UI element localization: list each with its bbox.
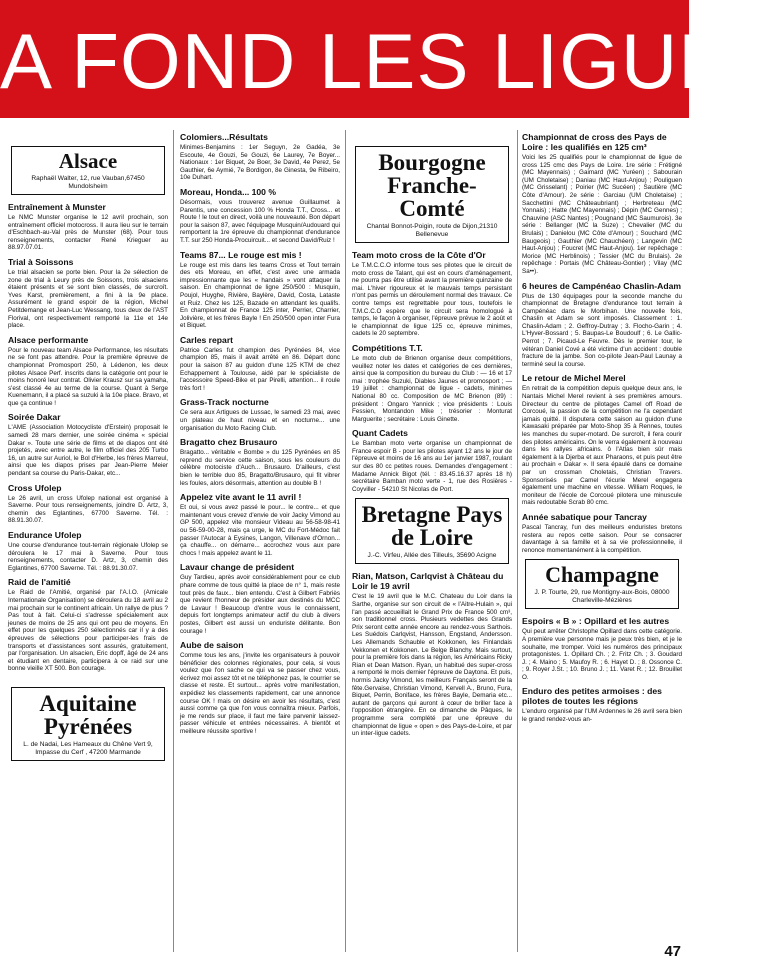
article-heading: Lavaur change de président (180, 562, 295, 573)
article-heading: Cross Ufolep (8, 482, 62, 493)
article-body: Ce sera aux Artigues de Lussac, le samedi 23 mai, avec un plateau de haut niveau et en nocturne... une organisation du Moto Racing Club. (180, 409, 340, 432)
article-body: En retrait de la compétition depuis quelque deux ans, le Nantais Michel Merel revient à ses premières amours. Directeur du centre de pilotages Camel off Road de Corcoué, la passion de la compétition ne l'a cependant jamais quitté. Il disputera cette saison au guidon d'une Kawasaki préparée par Moto-Shop 35 à Rennes, toutes les manches du super-motard. De surcroît, il fera courir des pilotes américains. On le verra également à nouveau dans les rallyes africains. ô l'Atlas bien sûr mais également à la Djerba et aux Pharaons, et puis peut être au prochain « Dakar ». Il sera épaulé dans ce domaine par un crossman Choletais, Christian Travers. Sponsorisés par Camel l'écurie Merel engagera également une machine en vitesse. William Roques, le moniteur de l'école de Corcoué pilotera une minuscule mais redoutable Scrab 80 cmc. (522, 385, 682, 507)
article (180, 640, 340, 736)
article-body: Le 26 avril, un cross Ufolep national est organisé à Saverne. Pour tous renseignements, joindre D. Artz, 3, chemin des Eglantines, 67700 Saverne. Tél. : 88.91.30.07. (8, 494, 168, 525)
article-heading: 6 heures de Campénéao Chaslin-Adam (522, 280, 682, 291)
article (180, 187, 340, 245)
article (522, 281, 682, 369)
article (180, 250, 340, 330)
article-heading: Rian, Matson, Carlqvist à Château du Loir le 19 avril (352, 571, 504, 592)
article-heading: Entraînement à Munster (8, 202, 106, 212)
article (352, 428, 512, 493)
article (8, 530, 168, 572)
article-heading: Bragatto chez Brusauro (180, 437, 278, 448)
article-heading: Teams 87... Le rouge est mis ! (180, 249, 302, 260)
article-body: Plus de 130 équipages pour la seconde manche du championnat de Bretagne d'endurance tout terrain à Campénéac dans le Morbihan. Une nouvelle fois, Chaslin et Adam se sont imposés. Classement : 1. Chaslin-Adam ; 2. Geffroy-Dutray ; 3. Flocho-Garin ; 4. L'Hyver-Bossard ; 5. Baupas-Le Boudoulf ; 6. Le Gallic-Perrot ; 7. Picaud-Le Feuvre. Dès le premier tour, le vétéran Daniel Cové a été victime d'un accident : double fracture de la jambe. Son co-pilote Jean-Paul Launay a terminé seul la course. (522, 292, 682, 368)
article (180, 132, 340, 182)
page-header (0, 0, 784, 118)
article-heading: Compétitions T.T. (352, 342, 423, 353)
article-body: Qui peut arrêter Christophe Opillard dans cette catégorie. A première vue personne mais je peux très bien, et je le souhaite, me tromper. Voici les numéros des principaux protagonistes. 1. Opillard Ch. ; 2. Fritz Ch. ; 3. Goudard J. ; 4. Maino ; 5. Maufoy R. ; 6. Hayet D. ; 8. Ossonce C. ; 9. Royer J.St. ; 10. Bruno J. ; 11. Varet R. ; 12. Brouillet O. (522, 628, 682, 681)
region-address: Chantal Bonnot-Poigin, route de Dijon,21310 Bellenevue (366, 223, 498, 238)
article-heading: Espoirs « B » : Opillard et les autres (522, 616, 670, 627)
article-heading: Quant Cadets (352, 428, 408, 439)
article-heading: Appelez vite avant le 11 avril ! (180, 492, 302, 503)
column-4 (522, 132, 682, 940)
article (352, 250, 512, 338)
region-address: Raphaël Walter, 12, rue Vauban,67450 Mundolsheim (31, 175, 145, 190)
article (522, 373, 682, 507)
article-body: Une course d'endurance tout-terrain régionale Ufolep se déroulera le 17 mai à Saverne. Pour tous renseignements, contacter D. Artz, 3, chemin des Eglantines, 67700 Saverne. Tél. : 88.91.30.07. (8, 542, 168, 572)
article (8, 202, 168, 252)
article (180, 437, 340, 487)
article-heading: Moreau, Honda... 100 % (180, 186, 276, 197)
article-heading: Team moto cross de la Côte d'Or (352, 250, 486, 260)
page-number: 47 (664, 943, 681, 960)
article-heading: Grass-Track nocturne (180, 397, 269, 408)
article-body: Le Raid de l'Amitié, organisé par l'A.I.O. (Amicale Internationale Organisation) se déroulera du 18 avril au 2 mai prochain sur le continent africain. Un rallye de plus ? Pas tout à fait. Celui-ci s'adresse spécialement aux jeunes de moins de 25 ans qui ont peu de moyens. En effet pour les quelques 250 sélectionnés car il y a des épreuves de sélections pour participer-les frais de transports et d'assistances sont assurés, gratuitement, par l'organisation. Un alsacien, Eric dopff, âgé de 24 ans et étudiant en dentaire, participera à ce raid sur une bonne vieille XT 500. Bon courage. (8, 589, 168, 673)
article-body: L'enduro organisé par l'UM Ardennes le 26 avril sera bien le grand rendez-vous an- (522, 708, 682, 724)
column-divider (173, 130, 174, 952)
region-box-bretagne (355, 498, 509, 564)
article-heading: Aube de saison (180, 640, 244, 651)
region-address: L. de Nadai, Les Hameaux du Chêne Vert 9, Impasse du Cerf , 47200 Marmande (23, 740, 153, 756)
article-body: Bragatto... véritable « Bombe » du 125 Pyrénées en 85 reprend du service cette saison, sous les couleurs du célèbre motociste d'Auch... Brusauro. D'ailleurs, c'est bien le terrible duo 85, Bragatto/Brusauro, qui fit vibrer les foules, alors désormais, attention au double B ! (180, 449, 340, 487)
region-title: Aquitaine Pyrénées (39, 690, 137, 739)
article-heading: Le retour de Michel Merel (522, 373, 626, 384)
article-body: Guy Tardieu, après avoir considérablement pour ce club phare comme de tous quitté la place de n° 1, mais reste tout près de faux... bien entendu. C'est à Gilbert Fabriès que revient l'honneur de présider aux destinés du MCC de Lavaur ! Beaucoup d'entre vous le connaissent, depuis fort longtemps animateur actif du club à divers postes, Gilbert est aussi un enduriste délitante. Bon courage ! (180, 574, 340, 635)
article (180, 335, 340, 393)
article (8, 257, 168, 330)
article-heading: Colomiers...Résultats (180, 132, 268, 142)
article (8, 335, 168, 408)
article-heading: Enduro des petites armoises : des pilotes de toutes les régions (522, 686, 662, 707)
region-box-bourgogne (355, 146, 509, 243)
article (352, 571, 512, 737)
article (522, 616, 682, 681)
article-body: Le trial alsacien se porte bien. Pour la 2e sélection de zone de trial à Leury près de Soissons, trois alsaciens étaient présents et se sont bien classés, de surcroît. Yves Karst, premièrement, a fini à la 9e place. Assurément le grand espoir de la région, Michel Petitdemange et Jean-Luc Wessang, tous deux de l'AST Florival, ont respectivement remporté la 11e et 14e place. (8, 268, 168, 330)
column-1 (8, 132, 168, 954)
article-body: Pour le nouveau team Alsace Performance, les résultats ne se font pas attendre. Pour la première épreuve de championnat Promosport 250, à Lédenon, les deux pilotes Alsace Perf. inscrits dans la catégorie ont pour le moins honoré leur contrat. Olivier Krausz sur sa yamaha, s'est classé 4e au terme de la course. Quant à Serge Kuenemann, il a placé sa suzuki à la 10e place. Bravo, et que ça continue ! (8, 346, 168, 407)
region-box-champagne (525, 559, 679, 609)
page-title: A FOND LES LIGUES (0, 17, 784, 105)
article (8, 412, 168, 477)
article-heading: Soirée Dakar (8, 412, 61, 423)
article-body: Désormais, vous trouverez avenue Guillaumet à Parentis, une concession 100 % Honda T.T., Cross... et Route ! le tout en direct, voilà une nouveauté. Bon départ pour la saison 87, avec l'équipage Musquin/Audouard qui remportent la 1re épreuve du championnat d'endurance T.T. sur 250 Honda-Procuircuit... et second David/Ruiz ! (180, 198, 340, 244)
article-body: Patrice Carles fut champion des Pyrénées 84, vice champion 85, mais il avait arrêté en 86. Départ donc pour la saison 87 au guidon d'une 125 KTM de chez Echappement à Toulouse, aidé par le spécialiste de l'accessoire Speed-Bike et par Pirelli, attention... il roule très fort ! (180, 346, 340, 392)
column-divider (517, 130, 518, 952)
article (522, 132, 682, 276)
article (8, 483, 168, 525)
region-title: Bretagne Pays de Loire (361, 502, 503, 551)
article-body: Le NMC Munster organise le 12 avril prochain, son entraînement officiel motocross. Il aura lieu sur le terrain d'Eschbach-au-Val près de Munster (68). Pour tous renseignements, contacter René Krieguer au 88.97.07.01. (8, 214, 168, 252)
article-heading: Année sabatique pour Tancray (522, 511, 647, 522)
article-heading: Endurance Ufolep (8, 530, 82, 540)
region-title: Champagne (545, 562, 659, 588)
article-body: Pascal Tancray, l'un des meilleurs enduristes bretons restera au repos cette saison. Pour se consacrer davantage à sa famille et à sa vie professionnelle, il renonce momentanément à la compétition. (522, 523, 682, 554)
article-body: Comme tous les ans, j'invite les organisateurs à pouvoir bénéficier des colonnes régionales, pour cela, si vous voulez que l'on sache ce qui va se passer chez vous, écrivez moi assez tôt et ne téléphonez pas, le courrier se classe et reste. Et surtout... après votre manifestation, expédiez les classements rapidement, car une annonce course OK ! mais on désire en avoir les résultats, c'est aussi comme ça que l'on vous connaîtra mieux. Parfois, je me rends sur place, il faut me faire parvenir laissez-passer véhicule et entrées nécessaires. A bientôt et meilleure réussite sportive ! (180, 652, 340, 736)
article-heading: Trial à Soissons (8, 256, 74, 267)
region-address: J. P. Tourte, 29, rue Montigny-aux-Bois, 08000 Charleville-Mézières (534, 589, 670, 605)
column-2 (180, 132, 340, 954)
article-body: Voici les 25 qualifiés pour le championnat de ligue de cross 125 cmc des Pays de Loire. 1re série : Frétigné (MC Mayennais) ; Gaimard (MC Yuréen) ; Sabourain (UM Choletaise) ; Daniau (MC Haut-Anjou) ; Pouliguen (MC Grisselant) ; Poirier (MC Sucéen) ; Sautière (MC Côte d'Amour). 2e série : Garciau (UM Choletaise) ; Sacchettini (MC Châteaubriant) ; Herbreteau (MC Yonnais) ; Hatte (MC Mayennais) ; Dépin (MC Gennes) ; Chauvine (ASC Nantes) ; Pougnand (MC Saumurois). 3e série : Bellanger (MC la Suze) ; Chevalier (MC du Brulais) ; Danielou (MC Côte d'Amour) ; Souchard (MC Baugeois) ; Gauthier (MC Chauchéen) ; Langevin (MC Haut-Anjou) ; Foucret (MC Haut-Anjou). 1er repêchage : Morice (MC Herblinois) ; Tessier (MC du Brulais). 2e repêchage : Portais (MC Château-Gontier) ; Vilay (MC Sa••). (522, 154, 682, 275)
article (180, 492, 340, 557)
region-title: Alsace (58, 149, 118, 173)
article-heading: Raid de l'amitié (8, 577, 71, 588)
region-title: Bourgogne Franche-Comté (378, 150, 486, 221)
article-body: L'AME (Association Motocycliste d'Erstein) proposait le samedi 28 mars dernier, une soirée cinéma « spécial Dakar ». Toute une série de films et de diapos ont été projetés, avec entre autre, le film officiel des 205 Turbo 16, un autre sur Auriol, le Bol d'Herbe, les frères Marreul, ainsi que les diapos prises par Jean-Pierre Meier pendant sa course du Paris-Dakar, etc... (8, 424, 168, 478)
article-body: Le T.M.C.C.O informe tous ses pilotes que le circuit de moto cross de Talant, qui est en cours d'aménagement, ne pourra pas être utilisé avant la première quinzaine de mai. L'hiver rigoureux et le mauvais temps persistant n'ont pas permis un déroulement normal des travaux. Ce contre temps est regrettable pour tous, toutefois le T.M.C.C.O espère que le circuit sera homologué à temps, le façon à organiser, l'épreuve prévue le 2 août et le championnat de ligue 125 cc, épreuve minimes, cadets le 20 septembre. (352, 262, 512, 338)
region-box-alsace (11, 146, 165, 195)
article-heading: Championnat de cross des Pays de Loire : les qualifiés en 125 cm³ (522, 132, 667, 152)
region-box-aquitaine (11, 687, 165, 761)
article-body: Minimes-Benjamins : 1er Seguyn, 2e Gadéa, 3e Escoute, 4e Gouzi, 5e Gouzi, 6e Laurey, 7e Boyer... Nationaux : 1er Biquet, 2e Boer, 3e David, 4e Perez, 5e Gauthier, 6e Aymié, 7e Bordigon, 8e Ginesta, 9e Ribeiro, 10e Duhart. (180, 144, 340, 182)
article (8, 577, 168, 673)
article (522, 686, 682, 723)
article-heading: Alsace performante (8, 334, 89, 345)
article-body: C'est le 19 avril que le M.C. Chateau du Loir dans la Sarthe, organise sur son circuit de « l'Aitre-Hulain », qui l'an passé accueillait le Grand Prix de France 500 cm³, son traditionnel cross. Plusieurs vedettes des Grands Prix seront cette année encore au rendez-vous Sarthois. Les Suédois Carlqvist, Hansson, Engstand, Andersson. Les Allemands Schauble et Kokkonen, les Finlandais Vekkonen et Kokkonen. Le Belge Blanchy. Mais surtout, pour la première fois dans la région, les Américains Ricky Rian et Dean Matson. Ryan, un habitué des super-cross a remporté le mois dernier l'épreuve de Daytona. Et puis, hormis Jacky Vimond, les meilleurs Français seront de la fête.Gervaise, Christian Vimond, Kervell A., Bruno, Fura, Biquet, Perrin, Boniface, les frères Bayle, Demaria etc... autant de garçons qui auront à cœur de briller face à l'opposition étrangère. En ce dimanche de Pâques, le programme sera complété par une épreuve du championnat de ligue « open » des Pays-de-Loire, et par un inter-ligue cadets. (352, 593, 512, 738)
article (180, 562, 340, 635)
article (180, 397, 340, 432)
article-heading: Carles repart (180, 334, 234, 345)
article (522, 512, 682, 554)
article (352, 343, 512, 423)
article-body: Le Bamban moto verte organise un championnat de France espoir B - pour les pilotes ayant 12 ans le jour de l'épreuve et moins de 16 ans au 1er janvier 1987, roulant sur des 80 cc petites roues. Demandes d'engagement : Madame Annick Bigot (tél. : 83.45.16.37 après 18 h) secrétaire Bamban moto verte - 1, rue des Rosières - Coyviller - 54210 St Nicolas de Port. (352, 440, 512, 493)
region-address: J.-C. Virfeu, Allée des Tilleuls, 35690 Acigne (367, 552, 497, 560)
article-body: Et oui, si vous avez passé le pour... le contre... et que maintenant vous crevez d'envie de voir Jacky Vimond au GP 500, appelez vite monsieur Videau au 56-58-98-41 ou 56-59-00-28, mais ça urge, le MC du Fort-Médoc fait passer l'Autocar à Eysines, Langon, Villenave d'Ornon... ça chauffe... on démarre... accrochez vous aux pare chocs ! mais appelez avant le 11. (180, 504, 340, 557)
article-body: Le rouge est mis dans les teams Cross et Tout terrain des ets Moreau, en effet, c'est avec une armada impressionnante que les « handais » vont attaquer la saison. En championnat de ligne 250/500 : Musquin, Poujol, Huyghe, Rivière, Baylère, David, Costa, Lataste et Ruiz. Chez les 125, Bazade en attendant les qualifs. En championnat de France 125 inter, Perrier, Charrier, Jolivière, et les frères Bayle ! En 250/500 open inter Fura et Biquet. (180, 261, 340, 330)
column-divider (345, 130, 346, 952)
column-3 (352, 132, 512, 954)
article-body: Le moto club de Brienon organise deux compétitions, veuillez noter les dates et catégories de ces dernières, ainsi que la composition du bureau du Club : — 16 et 17 mai : trophée Suzuki, Diables Jaunes et promosport ; — 19 juillet : championnat de ligue - cadets, minimes National 80 cc. Composition de MC Brienon (89) : président : Ongaro Yannick ; vice présidents : Louis Fessien, Montandon Mike ; trésorier : Monturat Marguerite ; secrétaire : Louis Ginette. (352, 354, 512, 423)
